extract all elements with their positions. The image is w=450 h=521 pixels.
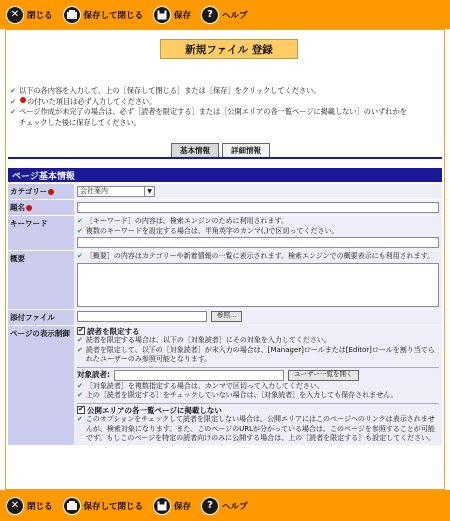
check-icon: ✔ [77,381,83,390]
bottom-toolbar [0,490,450,521]
target-readers-input[interactable] [114,370,284,381]
attachment-row [8,310,442,326]
floppy-disk-icon [153,497,171,515]
display-control-row: ページの表示制御 ✔ 読者を限定する ✔ 読者を限定する場合は、以下の［対象読者］にその対象を入力してください。 ✔ 読者を限定して、以下の［対象読者］が未入力の場合は、[Manager]ロールまたは[Editor]ロールを割り当てられたユーザーのみ参照可能となります。 対象読者: ユーザー一覧を開く ✔ ［対象読者］を複数指定する場合は、カンマで区切って入力してください。 ✔ 上の［読者を限定する］をチェックしていない場合は、［対象読者］を入力しても保存されません。 ✔ 公開エリアの各一覧ページに掲載しない ✔ このオプションをチェックして読者を限定しない場合は、公開エリアにはこのページへのリンクは表示されませんが、検索対象になります。また、このページのURLが分かっている場合は、このページを参照することが可能です。もしこのページを特定の読者向けのみに公開する場合は、上の［読者を限定する］も設定してください。 [8,326,442,446]
summary-textarea[interactable] [77,263,439,307]
save-and-close-label: 保存して閉じる [83,10,144,21]
basic-info-form [8,184,442,446]
help-button-label: ヘルプ [222,10,248,21]
close-button-label: 閉じる [27,10,53,21]
display-control-label: ページの表示制御 [8,326,74,445]
category-row [8,184,442,200]
close-icon: ✕ [6,6,24,24]
save-button-label: 保存 [174,10,192,21]
no-list-checkbox[interactable]: ✔ [78,404,84,413]
summary-row: 概要 ✔ ［概要］の内容はカテゴリーや新着情報の一覧に表示されます。検索エンジンでの概要表示にも利用されます。 [8,251,442,310]
page-title: 新規ファイル 登録 [160,39,298,59]
save-and-close-button-bottom[interactable] [63,497,144,515]
section-header: ページ基本情報 [8,168,442,182]
target-readers-label: 対象読者: [77,370,110,380]
open-user-list-button[interactable]: ユーザー一覧を開く [288,370,359,381]
check-icon: ✔ [10,86,17,95]
category-label: カテゴリー [10,187,48,196]
summary-label: 概要 [8,251,74,309]
required-mark-icon [48,189,54,195]
help-button-label: ヘルプ [222,501,248,512]
attachment-label: 添付ファイル [8,310,74,325]
limit-readers-label: 読者を限定する [87,326,140,336]
close-button-bottom[interactable] [6,497,53,515]
save-close-icon [63,497,81,515]
keyword-row: キーワード ✔ ［キーワード］の内容は、検索エンジンのために利用されます。 ✔ 複数のキーワードを設定する場合は、半角英字のカンマ(,)で区切ってください。 [8,216,442,251]
close-button[interactable] [6,6,53,24]
check-icon: ✔ [77,217,83,225]
tab-detail-info[interactable]: 詳細情報 [222,143,270,157]
help-icon: ? [201,497,219,515]
check-icon: ✔ [77,226,83,235]
category-select[interactable]: 会社案内 ▼ [77,186,155,197]
title-label: 題名 [10,203,25,212]
required-mark-icon [20,97,26,103]
instructions: ✔ 以下の各内容を入力して、上の［保存して閉じる］または［保存］をクリックしてください。 ✔ の付いた項目は必ず入力してください。 ✔ ページ作成が未完了の場合は、必ず［読者を限定する］または［公開エリアの各一覧ページに掲載しない］のいずれかを チェックした後に保存してください。 [10,86,407,127]
check-icon: ✔ [10,96,17,106]
floppy-disk-icon [153,6,171,24]
save-and-close-label: 保存して閉じる [83,501,144,512]
keyword-input[interactable] [77,237,439,248]
save-button-label: 保存 [174,501,192,512]
check-icon: ✔ [10,107,17,116]
check-icon: ✔ [77,336,83,344]
help-button-bottom[interactable] [201,497,248,515]
keyword-label: キーワード [8,216,74,250]
content-frame [5,29,445,490]
tab-basic-info[interactable]: 基本情報 [171,143,219,157]
title-input[interactable] [77,202,439,213]
save-button-bottom[interactable] [153,497,191,515]
tab-bar [171,143,270,157]
save-button[interactable] [153,6,191,24]
check-icon: ✔ [77,345,83,354]
check-icon: ✔ [77,252,83,260]
close-icon: ✕ [6,497,24,515]
help-button[interactable] [201,6,248,24]
top-toolbar [0,0,450,29]
close-button-label: 閉じる [27,501,53,512]
check-icon: ✔ [77,415,83,423]
chevron-down-icon: ▼ [144,187,152,197]
browse-button[interactable]: 参照... [211,311,242,322]
tab-divider [8,157,442,159]
help-icon: ? [201,6,219,24]
save-close-icon [63,6,81,24]
save-and-close-button[interactable] [63,6,144,24]
attachment-file-input[interactable] [77,311,207,322]
title-row [8,200,442,216]
required-mark-icon [26,205,32,211]
check-icon: ✔ [77,391,83,399]
no-list-label: 公開エリアの各一覧ページに掲載しない [87,405,222,415]
limit-readers-checkbox[interactable]: ✔ [78,325,84,334]
